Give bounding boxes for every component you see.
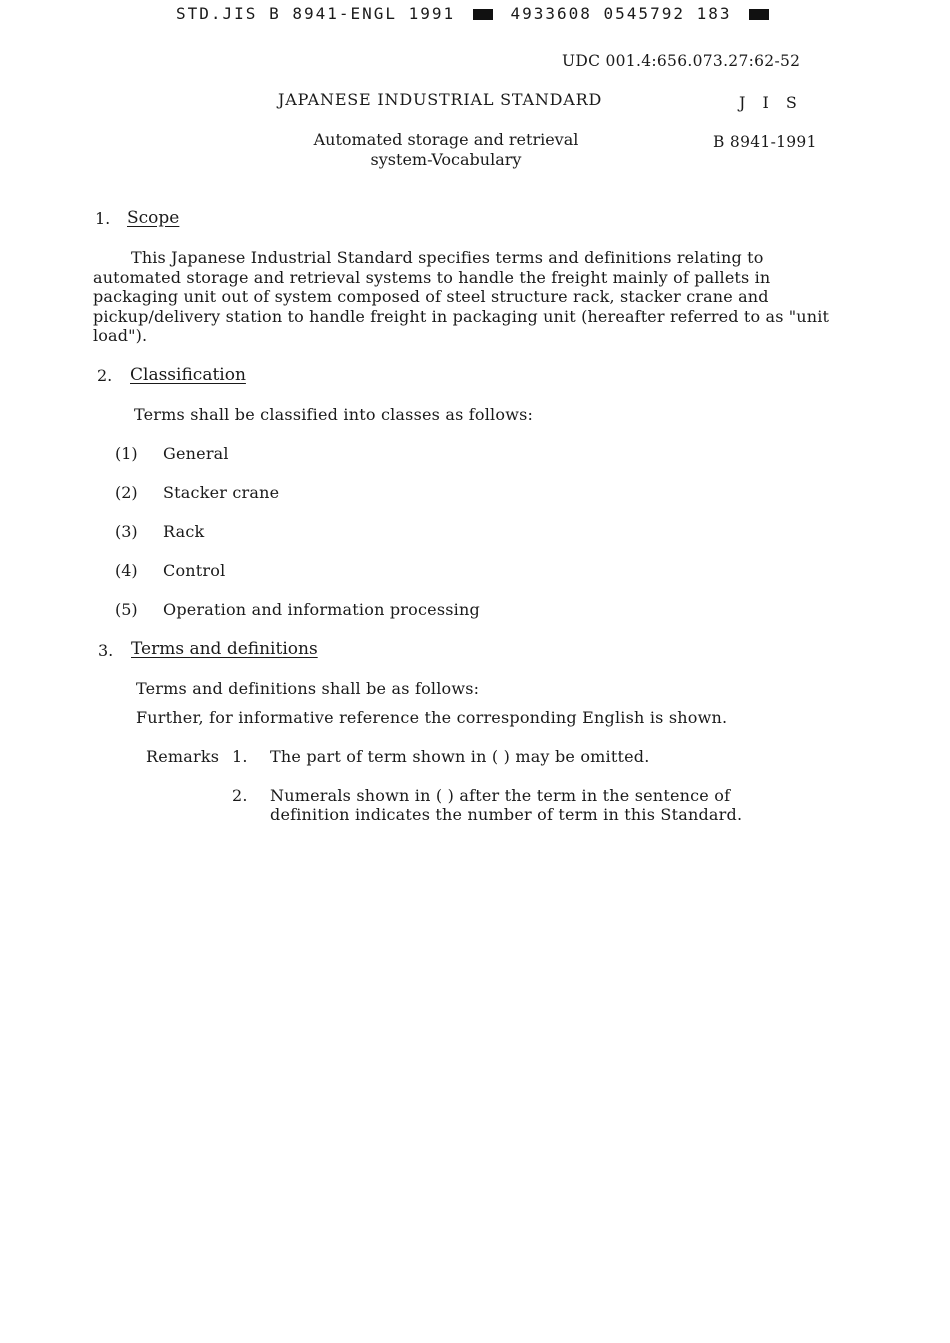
udc-code: UDC 001.4:656.073.27:62-52 <box>562 52 801 70</box>
remark-number: 1. <box>232 747 248 766</box>
class-item-number: (3) <box>115 522 138 541</box>
barcode-block-icon <box>749 9 769 20</box>
class-item-label: Stacker crane <box>163 483 280 502</box>
remarks-label: Remarks <box>146 747 220 766</box>
barcode-block-icon <box>473 9 493 20</box>
remark-text: The part of term shown in ( ) may be omitted. <box>270 747 650 766</box>
remark-text-continued: definition indicates the number of term in this Standard. <box>270 805 743 824</box>
section-heading-classification: Classification <box>130 365 246 385</box>
document-code-left: STD.JIS B 8941-ENGL 1991 <box>176 4 456 23</box>
class-item-number: (5) <box>115 600 138 619</box>
class-item-number: (4) <box>115 561 138 580</box>
section-heading-terms: Terms and definitions <box>131 639 318 659</box>
class-item-number: (2) <box>115 483 138 502</box>
scope-text: This Japanese Industrial Standard specifies terms and definitions relating to automated storage and retrieval systems to handle the freight mainly of pallets in packaging unit out of system composed of steel structure rack, stacker crane and pickup/delivery station to handle freight in packaging unit (hereafter referred to as "unit load"). <box>93 248 830 345</box>
document-code-right: 4933608 0545792 183 <box>510 4 732 23</box>
document-title-line-2: system-Vocabulary <box>370 150 522 169</box>
scope-paragraph <box>93 248 833 346</box>
classification-intro: Terms shall be classified into classes as follows: <box>134 405 534 424</box>
terms-line-2: Further, for informative reference the corresponding English is shown. <box>136 708 728 727</box>
section-number-terms: 3. <box>98 641 114 660</box>
remark-text: Numerals shown in ( ) after the term in the sentence of <box>270 786 731 805</box>
class-item-number: (1) <box>115 444 138 463</box>
standard-name: JAPANESE INDUSTRIAL STANDARD <box>278 90 603 109</box>
remark-number: 2. <box>232 786 248 805</box>
document-title <box>290 130 602 170</box>
class-item-label: Rack <box>163 522 205 541</box>
document-code-header <box>176 4 775 23</box>
terms-line-1: Terms and definitions shall be as follows: <box>136 679 480 698</box>
document-number: B 8941-1991 <box>713 133 817 151</box>
section-number-scope: 1. <box>95 209 111 228</box>
jis-mark: J I S <box>739 93 803 112</box>
section-number-classification: 2. <box>97 366 113 385</box>
class-item-label: Control <box>163 561 226 580</box>
document-title-line-1: Automated storage and retrieval <box>313 130 579 149</box>
class-item-label: General <box>163 444 229 463</box>
section-heading-scope: Scope <box>127 208 180 228</box>
class-item-label: Operation and information processing <box>163 600 480 619</box>
